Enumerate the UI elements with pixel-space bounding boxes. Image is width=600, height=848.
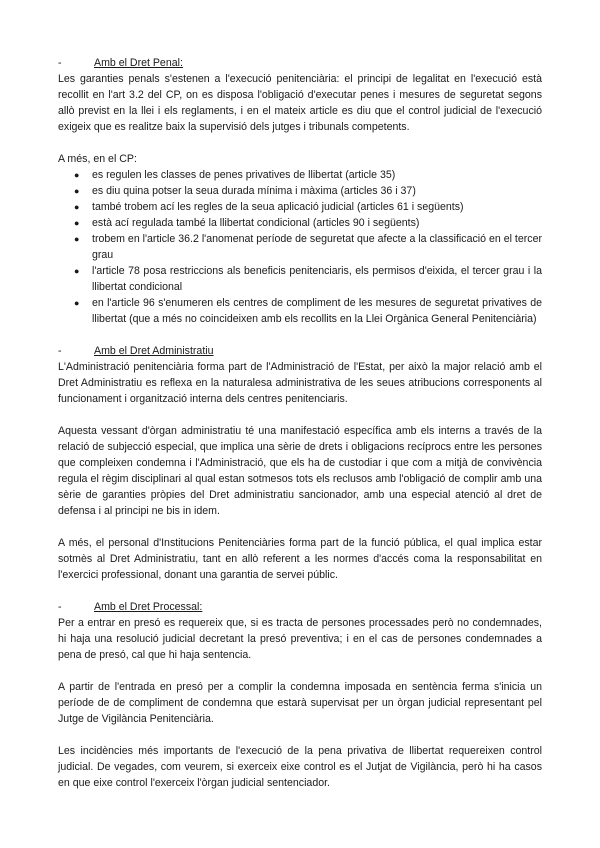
list-item: ● es regulen les classes de penes privatives de llibertat (article 35) [74,169,396,181]
list-item: ● en l'article 96 s'enumeren els centres de compliment de les mesures de seguretat privatives de llibertat (que a més no coincideixen amb els recollits en la Llei Orgànica General Penitenciària) [74,297,542,325]
section-heading-processal [58,599,542,615]
paragraph: Les garanties penals s'estenen a l'execució penitenciària: el principi de legalitat en l'execució està recollit en l'art 3.2 del CP, on es disposa l'obligació d'executar penes i mesures de seguretat segons allò previst en la llei i els reglaments, i en el mateix article es diu que el control judicial de l'execució exigeix que es realitze baix la supervisió dels jutges i tribunals competents. [58,73,542,133]
heading-dash: - [58,57,62,69]
heading-text: Amb el Dret Administratiu [94,345,214,357]
paragraph: Aquesta vessant d'òrgan administratiu té una manifestació específica amb els interns a través de la relació de subjecció especial, que implica una sèrie de drets i obligacions recíprocs entre les persones que compleixen condemna i l'Administració, que els ha de custodiar i que com a mitjà de convivència regula el règim disciplinari al qual estan sotmesos tots els reclusos amb l'obligació de complir amb una sèrie de garanties pròpies del Dret administratiu sancionador, amb una especial atenció al dret de defensa i al principi ne bis in idem. [58,425,542,517]
paragraph: Per a entrar en presó es requereix que, si es tracta de persones processades però no condemnades, hi haja una resolució judicial decretant la presó preventiva; i en el cas de persones condemnades a pena de presó, cal que hi haja sentencia. [58,617,542,661]
bullet-list [58,167,542,327]
paragraph: Les incidències més importants de l'execució de la pena privativa de llibertat requereixen control judicial. De vegades, com veurem, si exerceix eixe control es el Jutjat de Vigilància, però hi ha casos en que eixe control l'exerceix l'òrgan judicial sentenciador. [58,745,542,789]
heading-text: Amb el Dret Processal: [94,601,203,613]
heading-dash: - [58,601,62,613]
list-intro: A més, en el CP: [58,153,137,165]
list-item: ● es diu quina potser la seua durada mínima i màxima (articles 36 i 37) [74,185,416,197]
bullet-icon: ● [74,298,80,308]
document-body [58,55,542,791]
list-item: ● l'article 78 posa restriccions als beneficis penitenciaris, els permisos d'eixida, el tercer grau i la llibertat condicional [74,265,542,293]
section-heading-penal [58,55,542,71]
bullet-icon: ● [74,218,80,228]
section-heading-administratiu [58,343,542,359]
heading-text: Amb el Dret Penal: [94,57,183,69]
paragraph: A partir de l'entrada en presó per a complir la condemna imposada en sentència ferma s'inicia un període de de compliment de condemna que estarà supervisat per un òrgan judicial representant pel Jutge de Vigilància Penitenciària. [58,681,542,725]
heading-dash: - [58,345,62,357]
paragraph: A més, el personal d'Institucions Penitenciàries forma part de la funció pública, el qual implica estar sotmès al Dret Administratiu, tant en allò referent a les normes d'accés coma la responsabilitat en l'exercici professional, donant una garantia de servei públic. [58,537,542,581]
bullet-icon: ● [74,170,80,180]
list-item: ● trobem en l'article 36.2 l'anomenat període de seguretat que afecte a la classificació en el tercer grau [74,233,542,261]
bullet-icon: ● [74,234,80,244]
list-item: ● també trobem ací les regles de la seua aplicació judicial (articles 61 i següents) [74,201,464,213]
bullet-icon: ● [74,186,80,196]
bullet-icon: ● [74,202,80,212]
bullet-icon: ● [74,266,80,276]
paragraph: L'Administració penitenciària forma part de l'Administració de l'Estat, per això la major relació amb el Dret Administratiu es reflexa en la naturalesa administrativa de les seues atribucions corresponents al funcionament i organització interna dels centres penitenciaris. [58,361,542,405]
list-item: ● està ací regulada també la llibertat condicional (articles 90 i següents) [74,217,420,229]
